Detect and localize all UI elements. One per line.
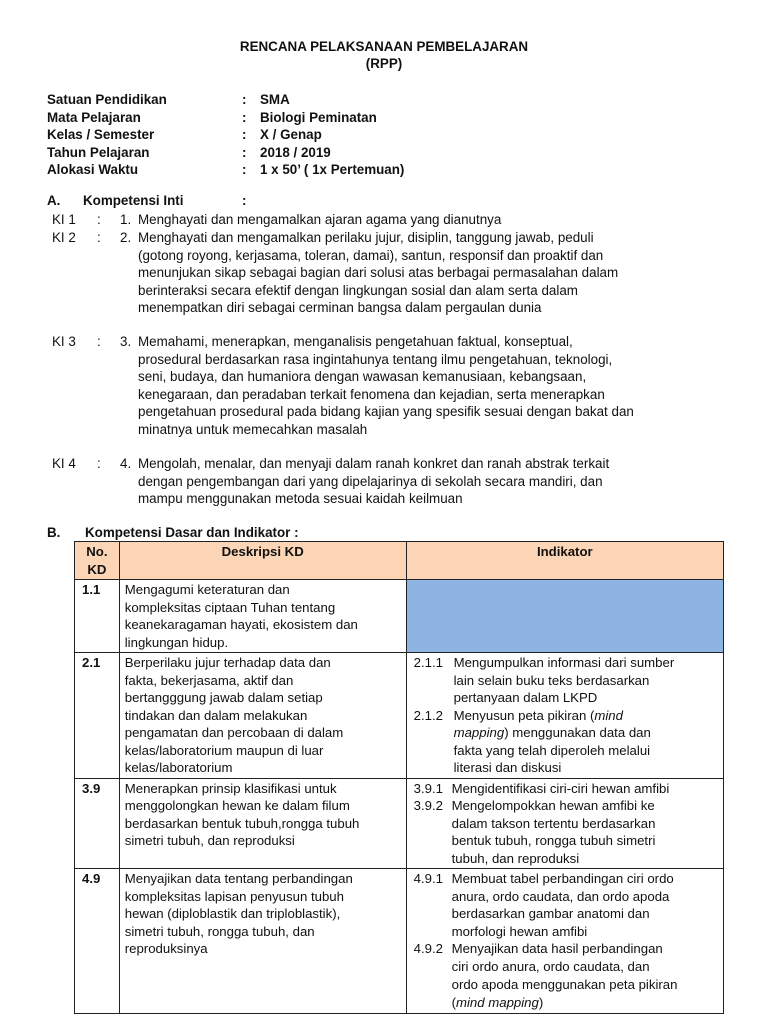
ki-line: Mengolah, menalar, dan menyaji dalam ranah konkret dan ranah abstrak terkait — [138, 456, 610, 471]
indicator-item — [412, 780, 718, 798]
section-letter: B. — [47, 525, 61, 540]
desc-line: berdasarkan bentuk tubuh,rongga tubuh — [124, 815, 360, 831]
indicator-line: Mengumpulkan informasi dari sumber — [453, 655, 675, 670]
indicator-line: ciri ordo anura, ordo caudata, dan — [451, 959, 650, 974]
desc-line: hewan (diploblastik dan triploblastik), — [124, 906, 341, 921]
ki-label: KI 1 — [52, 212, 76, 227]
kd-number: 1.1 — [75, 580, 120, 653]
ki-number: 1. — [120, 212, 132, 227]
kd-description — [119, 580, 406, 653]
indicator-line: berdasarkan gambar anatomi dan — [451, 906, 650, 921]
kd-number: 3.9 — [75, 778, 120, 869]
info-value: Biologi Peminatan — [260, 109, 377, 125]
indicator-line: Menyajikan data hasil perbandingan — [451, 941, 663, 956]
ki-line: berinteraksi secara efektif dengan lingkungan sosial dan alam serta dalam — [138, 282, 578, 298]
ki-line: (gotong royong, kerjasama, toleran, damai), santun, responsif dan proaktif dan — [138, 247, 604, 263]
ki-line: mampu menggunakan metoda sesuai kaidah keilmuan — [138, 491, 463, 507]
desc-line: kompleksitas ciptaan Tuhan tentang — [124, 599, 336, 615]
indicator-italic: mapping — [453, 725, 505, 740]
indicator-cell — [406, 778, 723, 869]
ki-number: 4. — [120, 456, 132, 471]
ki-line: Memahami, menerapkan, menganalisis pengetahuan faktual, konseptual, — [138, 334, 573, 349]
indicator-line: Mengidentifikasi ciri-ciri hewan amfibi — [451, 780, 670, 796]
header-no-kd — [75, 542, 120, 580]
indicator-line: Mengelompokkan hewan amfibi ke — [451, 798, 655, 813]
desc-line: keanekaragaman hayati, ekosistem dan — [124, 617, 358, 632]
desc-line: Mengagumi keteraturan dan — [124, 582, 290, 597]
indicator-line: lain selain buku teks berdasarkan — [453, 672, 650, 688]
ki-colon: : — [97, 212, 101, 227]
ki-text — [138, 229, 738, 317]
indicator-cell — [406, 869, 723, 1014]
indicator-line: literasi dan diskusi — [453, 760, 562, 775]
info-label: Mata Pelajaran — [47, 109, 141, 125]
desc-line: tindakan dan dalam melakukan — [124, 707, 308, 723]
desc-line: simetri tubuh, dan reproduksi — [124, 833, 295, 848]
kd-number: 4.9 — [75, 869, 120, 1014]
indicator-line — [454, 707, 718, 725]
header-no-line: No. — [86, 544, 108, 559]
table-row — [75, 869, 724, 1014]
section-label: Kompetensi Dasar dan Indikator : — [85, 525, 299, 540]
indicator-line: pertanyaan dalam LKPD — [453, 690, 598, 705]
indicator-text: ) — [538, 995, 544, 1010]
desc-line: Berperilaku jujur terhadap data dan — [124, 655, 331, 670]
indicator-code: 4.9.2 — [413, 941, 443, 956]
header-indikator: Indikator — [406, 542, 723, 580]
desc-line: pengamatan dan percobaan di dalam — [124, 725, 344, 740]
desc-line: kompleksitas lapisan penyusun tubuh — [124, 888, 344, 904]
indicator-code: 4.9.1 — [413, 871, 443, 886]
desc-line: bertangggung jawab dalam setiap — [124, 690, 323, 705]
ki-line: kenegaraan, dan peradaban terkait fenomena dan kejadian, serta menerapkan — [138, 386, 605, 402]
info-label: Satuan Pendidikan — [47, 92, 167, 107]
desc-line: fakta, bekerjasama, aktif dan — [124, 672, 294, 688]
info-value: X / Genap — [260, 127, 322, 142]
desc-line: Menyajikan data tentang perbandingan — [124, 871, 353, 886]
indicator-cell — [406, 653, 723, 779]
ki-colon: : — [97, 334, 101, 349]
table-header-row — [75, 542, 724, 580]
kd-description — [119, 869, 406, 1014]
ki-text — [138, 455, 738, 508]
desc-line: kelas/laboratorium — [124, 760, 233, 775]
ki-label: KI 3 — [52, 334, 76, 349]
ki-number: 3. — [120, 334, 132, 349]
ki-line: Menghayati dan mengamalkan ajaran agama yang dianutnya — [138, 212, 502, 227]
indicator-code: 2.1.2 — [413, 707, 443, 723]
indicator-item — [412, 797, 718, 867]
ki-line: prosedural berdasarkan rasa ingintahunya tentang ilmu pengetahuan, teknologi, — [138, 351, 613, 367]
table-row — [75, 580, 724, 653]
ki-text — [138, 211, 738, 229]
info-colon: : — [242, 162, 247, 177]
table-row — [75, 653, 724, 779]
ki-number: 2. — [120, 230, 132, 245]
desc-line: Menerapkan prinsip klasifikasi untuk — [124, 780, 337, 796]
section-colon: : — [242, 193, 247, 208]
ki-label: KI 2 — [52, 230, 76, 245]
info-value: 2018 / 2019 — [260, 144, 331, 160]
document-title: RENCANA PELAKSANAAN PEMBELAJARAN — [239, 39, 529, 54]
indicator-code: 3.9.2 — [413, 798, 443, 813]
ki-line: menempatkan diri sebagai cerminan bangsa dalam pergaulan dunia — [138, 300, 542, 316]
indicator-line — [452, 994, 718, 1012]
info-label: Tahun Pelajaran — [47, 144, 150, 160]
info-colon: : — [242, 127, 247, 142]
info-value: 1 x 50’ ( 1x Pertemuan) — [260, 162, 405, 177]
table-row — [75, 778, 724, 869]
indicator-code: 2.1.1 — [413, 655, 443, 670]
desc-line: lingkungan hidup. — [124, 634, 229, 650]
indicator-line: dalam takson tertentu berdasarkan — [451, 815, 656, 831]
header-deskripsi: Deskripsi KD — [119, 542, 406, 580]
indicator-line: Membuat tabel perbandingan ciri ordo — [451, 871, 674, 886]
kd-description — [119, 653, 406, 779]
indicator-line: morfologi hewan amfibi — [451, 923, 588, 939]
ki-line: minatnya untuk memecahkan masalah — [138, 421, 368, 437]
ki-line: menunjukan sikap sebagai bagian dari solusi atas berbagai permasalahan dalam — [138, 265, 619, 281]
desc-line: kelas/laboratorium maupun di luar — [124, 742, 324, 758]
desc-line: reproduksinya — [124, 941, 208, 956]
info-label: Alokasi Waktu — [47, 162, 139, 177]
indicator-item — [412, 654, 718, 707]
info-label: Kelas / Semester — [47, 127, 155, 142]
ki-line: seni, budaya, dan humaniora dengan wawasan kemanusiaan, kebangsaan, — [138, 369, 587, 385]
indicator-code: 3.9.1 — [413, 780, 443, 796]
document-subtitle: (RPP) — [365, 56, 403, 71]
indicator-text: ) menggunakan data dan — [504, 725, 651, 740]
indicator-text: ( — [451, 995, 457, 1010]
indicator-line: ordo apoda menggunakan peta pikiran — [451, 977, 678, 992]
ki-text — [138, 333, 738, 439]
kd-indicator-table — [74, 541, 724, 1014]
indicator-line: tubuh, dan reproduksi — [451, 850, 580, 866]
indicator-text: Menyusun peta pikiran ( — [453, 707, 595, 723]
info-colon: : — [242, 92, 247, 107]
ki-line: pengetahuan prosedural pada bidang kajian yang spesifik sesuai dengan bakat dan — [138, 404, 634, 420]
indicator-italic: mind — [594, 707, 623, 723]
indicator-item — [412, 940, 718, 1012]
header-kd-line: KD — [87, 561, 107, 577]
indicator-item — [412, 870, 718, 940]
ki-colon: : — [97, 230, 101, 245]
indicator-item — [412, 707, 718, 777]
indicator-cell-empty — [406, 580, 723, 653]
section-label: Kompetensi Inti — [83, 193, 184, 208]
desc-line: menggolongkan hewan ke dalam filum — [124, 798, 350, 813]
indicator-line: fakta yang telah diperoleh melalui — [453, 742, 651, 758]
kd-number: 2.1 — [75, 653, 120, 779]
indicator-line: anura, ordo caudata, dan ordo apoda — [451, 888, 670, 904]
ki-colon: : — [97, 456, 101, 471]
info-colon: : — [242, 144, 247, 160]
ki-line: dengan pengembangan dari yang dipelajarinya di sekolah secara mandiri, dan — [138, 473, 603, 489]
indicator-line — [454, 724, 718, 742]
indicator-line: bentuk tubuh, rongga tubuh simetri — [451, 833, 656, 848]
info-colon: : — [242, 109, 247, 125]
ki-label: KI 4 — [52, 456, 76, 471]
indicator-italic: mind mapping — [456, 995, 539, 1010]
desc-line: simetri tubuh, rongga tubuh, dan — [124, 923, 315, 939]
ki-line: Menghayati dan mengamalkan perilaku jujur, disiplin, tanggung jawab, peduli — [138, 230, 594, 245]
info-value: SMA — [260, 92, 290, 107]
kd-description — [119, 778, 406, 869]
section-letter: A. — [47, 193, 61, 208]
